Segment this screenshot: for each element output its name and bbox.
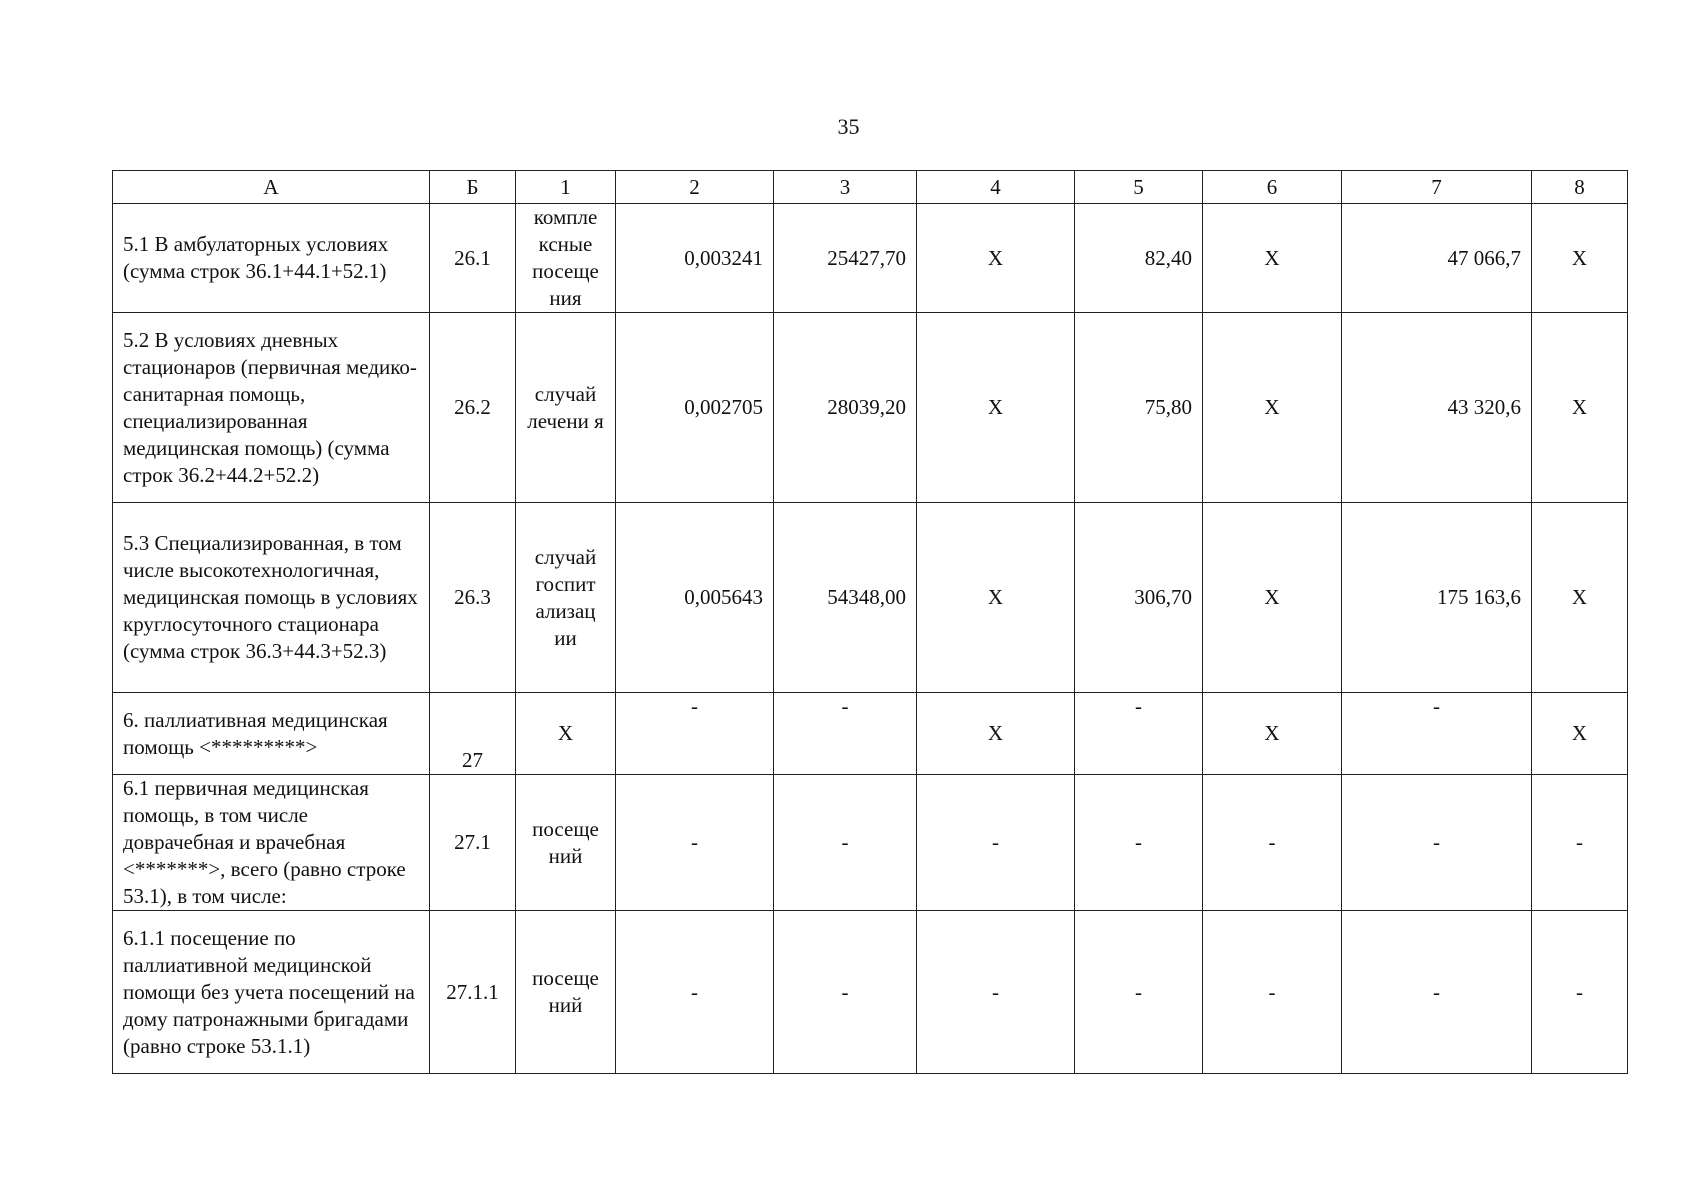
row-name: 5.1 В амбулаторных условиях (сумма строк 36.1+44.1+52.1) [113,204,430,313]
row-unit: компле ксные посеще ния [516,204,616,313]
cell-col3: 28039,20 [774,313,917,503]
cell-col7: 43 320,6 [1342,313,1532,503]
table-row [113,313,1628,503]
cell-col7: - [1342,911,1532,1074]
row-code: 27.1.1 [430,911,516,1074]
header-cell: 5 [1075,171,1203,204]
table-row [113,911,1628,1074]
cell-col8: - [1532,775,1628,911]
cell-col8: Х [1532,313,1628,503]
row-unit: случай госпит ализац ии [516,503,616,693]
cell-col2: 0,002705 [616,313,774,503]
cell-col8: Х [1532,204,1628,313]
row-code: 27.1 [430,775,516,911]
row-code: 27 [430,693,516,775]
header-cell: 1 [516,171,616,204]
cell-col4: Х [917,693,1075,775]
row-name: 6. паллиативная медицинская помощь <*********> [113,693,430,775]
cell-col2: 0,005643 [616,503,774,693]
row-name: 5.2 В условиях дневных стационаров (первичная медико-санитарная помощь, специализированная медицинская помощь) (сумма строк 36.2+44.2+52.2) [113,313,430,503]
cell-col6: Х [1203,313,1342,503]
header-cell: 6 [1203,171,1342,204]
header-cell: Б [430,171,516,204]
cell-col2: - [616,911,774,1074]
table-row [113,204,1628,313]
row-code: 26.3 [430,503,516,693]
cell-col2: - [616,693,774,775]
header-cell: 2 [616,171,774,204]
cell-col3: 25427,70 [774,204,917,313]
cell-col6: - [1203,911,1342,1074]
cell-col6: Х [1203,693,1342,775]
header-cell: 7 [1342,171,1532,204]
cell-col3: - [774,775,917,911]
cell-col6: Х [1203,503,1342,693]
cell-col4: Х [917,503,1075,693]
table-row [113,693,1628,775]
cell-col6: Х [1203,204,1342,313]
cell-col5: - [1075,775,1203,911]
row-unit: случай лечени я [516,313,616,503]
header-cell: А [113,171,430,204]
row-code: 26.1 [430,204,516,313]
cell-col5: - [1075,911,1203,1074]
cell-col5: 75,80 [1075,313,1203,503]
cell-col3: - [774,911,917,1074]
cell-col2: 0,003241 [616,204,774,313]
row-code: 26.2 [430,313,516,503]
header-cell: 8 [1532,171,1628,204]
table-row [113,503,1628,693]
header-cell: 4 [917,171,1075,204]
page-number: 35 [837,114,860,139]
row-unit: Х [516,693,616,775]
row-name: 6.1.1 посещение по паллиативной медицинской помощи без учета посещений на дому патронажными бригадами (равно строке 53.1.1) [113,911,430,1074]
cell-col4: - [917,775,1075,911]
cell-col5: 82,40 [1075,204,1203,313]
header-cell: 3 [774,171,917,204]
row-name: 6.1 первичная медицинская помощь, в том числе доврачебная и врачебная <*******>, всего (равно строке 53.1), в том числе: [113,775,430,911]
cell-col7: 175 163,6 [1342,503,1532,693]
cell-col5: 306,70 [1075,503,1203,693]
data-table [112,170,1628,1074]
row-unit: посеще ний [516,911,616,1074]
cell-col7: - [1342,775,1532,911]
cell-col5: - [1075,693,1203,775]
cell-col3: 54348,00 [774,503,917,693]
cell-col7: - [1342,693,1532,775]
cell-col8: - [1532,911,1628,1074]
cell-col6: - [1203,775,1342,911]
header-row [113,171,1628,204]
cell-col8: Х [1532,503,1628,693]
cell-col2: - [616,775,774,911]
row-name: 5.3 Специализированная, в том числе высокотехнологичная, медицинская помощь в условиях круглосуточного стационара (сумма строк 36.3+44.3+52.3) [113,503,430,693]
cell-col4: Х [917,313,1075,503]
table-row [113,775,1628,911]
cell-col4: Х [917,204,1075,313]
cell-col4: - [917,911,1075,1074]
row-unit: посеще ний [516,775,616,911]
cell-col7: 47 066,7 [1342,204,1532,313]
cell-col3: - [774,693,917,775]
cell-col8: Х [1532,693,1628,775]
